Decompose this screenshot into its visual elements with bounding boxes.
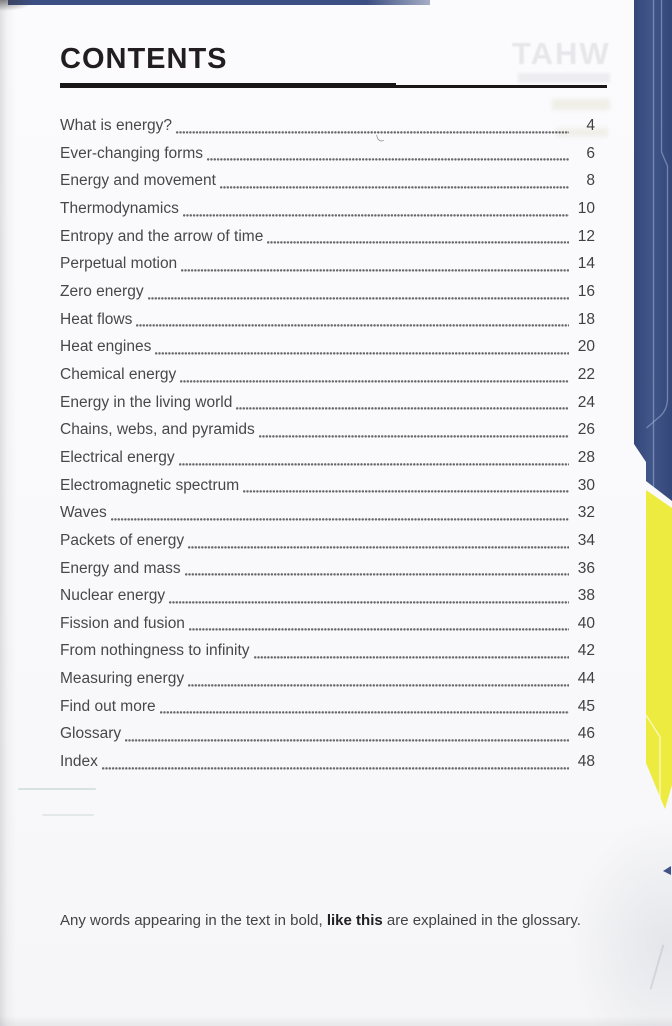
toc-entry [60, 140, 595, 168]
scan-streak [18, 788, 96, 790]
scan-streak [42, 814, 94, 816]
toc-entry-label: Packets of energy [60, 531, 185, 549]
toc-entry-label: What is energy? [60, 117, 172, 134]
dot-leader [181, 269, 569, 272]
toc-entry [60, 637, 595, 665]
toc-entry [60, 665, 595, 693]
spine-accent-navy [634, 0, 672, 506]
toc-entry [60, 223, 595, 251]
toc-entry-label: Entropy and the arrow of time [60, 227, 264, 245]
toc-entry-page: 14 [577, 255, 595, 273]
toc-entry-label: Find out more [60, 697, 156, 715]
toc-entry-label: Electromagnetic spectrum [60, 476, 240, 494]
toc-entry-label: Electrical energy [60, 448, 175, 466]
toc-entry-label: Thermodynamics [60, 199, 179, 217]
dot-leader [136, 324, 569, 327]
toc-entry-page: 22 [577, 365, 595, 383]
toc-entry [60, 610, 595, 638]
toc-entry-label: Heat flows [60, 310, 133, 328]
dot-leader [220, 186, 569, 189]
dot-leader [169, 601, 569, 604]
title-rule [392, 85, 607, 88]
dot-leader [188, 546, 569, 549]
toc-entry-label: Waves [60, 504, 107, 522]
toc-entry [60, 527, 595, 555]
toc-entry-page: 12 [577, 227, 595, 245]
dot-leader [125, 739, 569, 742]
toc-entry [60, 693, 595, 721]
toc-entry-label: Nuclear energy [60, 587, 166, 605]
toc-entry-label: Heat engines [60, 338, 152, 356]
dot-leader [183, 214, 569, 217]
toc-entry [60, 555, 595, 583]
toc-entry [60, 499, 595, 527]
title-rule [60, 83, 396, 88]
toc-entry-page: 20 [577, 338, 595, 356]
glossary-note [60, 912, 620, 929]
toc-entry-page: 8 [586, 172, 595, 190]
toc-entry [60, 306, 595, 334]
toc-entry-page: 26 [577, 421, 595, 439]
toc-entry-label: Glossary [60, 725, 122, 743]
toc-entry [60, 720, 595, 748]
toc-entry-label: Energy in the living world [60, 393, 233, 411]
toc-entry-page: 40 [577, 614, 595, 632]
dot-leader [254, 656, 569, 659]
toc-entry [60, 416, 595, 444]
toc-entry-page: 42 [577, 642, 595, 660]
toc-entry [60, 278, 595, 306]
toc-entry-label: Perpetual motion [60, 255, 178, 273]
dot-leader [148, 297, 569, 300]
toc-entry-page: 44 [577, 670, 595, 688]
toc-entry-label: Chemical energy [60, 365, 177, 383]
toc-entry [60, 444, 595, 472]
toc-entry-page: 48 [577, 753, 595, 771]
toc-entry [60, 389, 595, 417]
dot-leader [111, 518, 569, 521]
dot-leader [188, 684, 569, 687]
toc-entry-page: 6 [586, 144, 595, 162]
dot-leader [243, 490, 569, 493]
toc-entry-page: 45 [577, 697, 595, 715]
dot-leader [267, 241, 569, 244]
toc-entry [60, 748, 595, 776]
circuit-lines-yellow [646, 487, 672, 812]
toc-entry-page: 24 [577, 393, 595, 411]
toc-entry-label: Energy and movement [60, 172, 216, 190]
toc-entry-page: 10 [577, 199, 595, 217]
toc-entry [60, 582, 595, 610]
toc-entry-page: 34 [577, 531, 595, 549]
toc-entry-label: From nothingness to infinity [60, 642, 250, 660]
toc-entry-label: Energy and mass [60, 559, 181, 577]
toc-entry [60, 195, 595, 223]
circuit-lines-navy [634, 0, 672, 506]
spine-speck [663, 866, 671, 875]
glossary-note-prefix: Any words appearing in the text in bold, [60, 912, 327, 929]
toc-entry [60, 112, 595, 140]
toc-entry [60, 361, 595, 389]
toc-list [60, 112, 595, 776]
dot-leader [189, 628, 569, 631]
glossary-note-suffix: are explained in the glossary. [382, 912, 581, 929]
toc-entry-page: 16 [577, 282, 595, 300]
spine-accent-yellow [646, 487, 672, 812]
toc-entry-page: 46 [577, 725, 595, 743]
toc-entry-page: 30 [577, 476, 595, 494]
toc-entry-page: 18 [577, 310, 595, 328]
toc-entry-page: 28 [577, 448, 595, 466]
dot-leader [160, 711, 569, 714]
toc-entry [60, 250, 595, 278]
dot-leader [180, 380, 569, 383]
showthrough-ghost-title: TAHW [512, 36, 611, 71]
dot-leader [179, 463, 569, 466]
dot-leader [185, 573, 569, 576]
toc-entry-label: Chains, webs, and pyramids [60, 421, 255, 439]
page-title: CONTENTS [60, 43, 228, 75]
toc-entry-label: Zero energy [60, 282, 144, 300]
dot-leader [236, 407, 569, 410]
showthrough-ghost-text [552, 99, 610, 110]
page-curl-shadow [650, 945, 665, 990]
toc-entry [60, 167, 595, 195]
toc-entry-page: 36 [577, 559, 595, 577]
showthrough-ghost-rule [518, 73, 610, 83]
dot-leader [155, 352, 569, 355]
toc-entry-page: 38 [577, 587, 595, 605]
dot-leader [259, 435, 569, 438]
toc-entry-label: Index [60, 753, 98, 771]
toc-entry-label: Ever-changing forms [60, 144, 204, 162]
toc-entry-label: Fission and fusion [60, 614, 185, 632]
toc-entry-page: 4 [586, 117, 595, 134]
dot-leader [102, 767, 569, 770]
toc-entry-label: Measuring energy [60, 670, 185, 688]
toc-entry [60, 333, 595, 361]
toc-entry [60, 472, 595, 500]
glossary-note-bold-sample: like this [326, 912, 383, 929]
dot-leader [207, 158, 569, 161]
dot-leader [176, 131, 569, 134]
toc-entry-page: 32 [577, 504, 595, 522]
scan-smudge [0, 0, 34, 11]
top-edge-accent-bar [8, 0, 430, 5]
